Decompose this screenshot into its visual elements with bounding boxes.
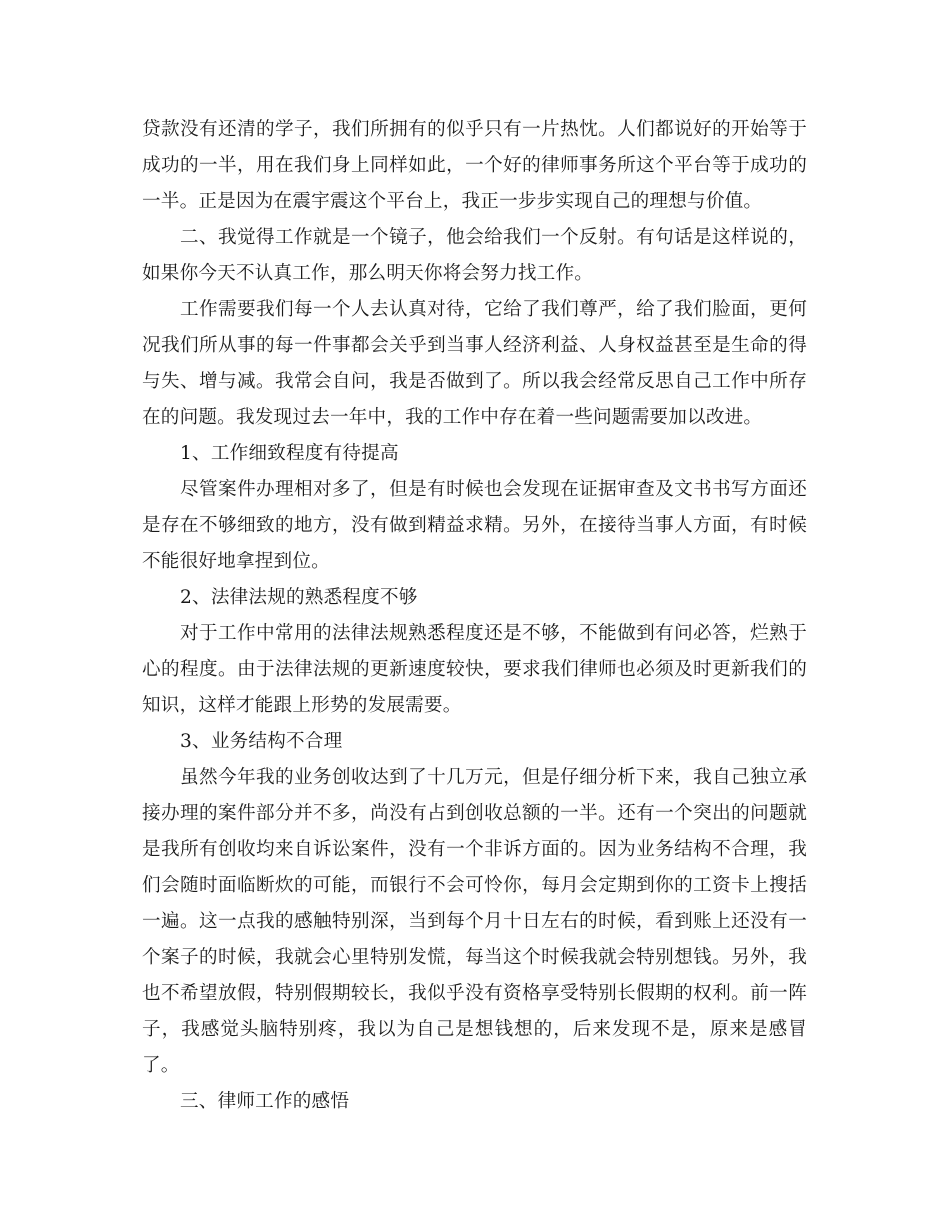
paragraph-section-two: 二、我觉得工作就是一个镜子，他会给我们一个反射。有句话是这样说的，如果你今天不认真工作，那么明天你将会努力找工作。 — [142, 227, 807, 284]
paragraph-continuation: 贷款没有还清的学子，我们所拥有的似乎只有一片热忱。人们都说好的开始等于成功的一半，用在我们身上同样如此，一个好的律师事务所这个平台等于成功的一半。正是因为在震宇震这个平台上，我正一步步实现自己的理想与价值。 — [142, 119, 807, 212]
heading-item-1: 1、工作细致程度有待提高 — [180, 443, 399, 464]
heading-item-2: 2、法律法规的熟悉程度不够 — [180, 587, 418, 608]
paragraph-item-1: 尽管案件办理相对多了，但是有时候也会发现在证据审查及文书书写方面还是存在不够细致的地方，没有做到精益求精。另外，在接待当事人方面，有时候不能很好地拿捏到位。 — [142, 479, 807, 572]
paragraph-work-attitude: 工作需要我们每一个人去认真对待，它给了我们尊严，给了我们脸面，更何况我们所从事的每一件事都会关乎到当事人经济利益、人身权益甚至是生命的得与失、增与减。我常会自问，我是否做到了。所以我会经常反思自己工作中所存在的问题。我发现过去一年中，我的工作中存在着一些问题需要加以改进。 — [142, 299, 807, 428]
heading-item-3: 3、业务结构不合理 — [180, 731, 343, 752]
heading-section-three: 三、律师工作的感悟 — [180, 1091, 350, 1112]
paragraph-item-2: 对于工作中常用的法律法规熟悉程度还是不够，不能做到有问必答，烂熟于心的程度。由于法律法规的更新速度较快，要求我们律师也必须及时更新我们的知识，这样才能跟上形势的发展需要。 — [142, 623, 807, 716]
document-body — [142, 112, 807, 1120]
paragraph-item-3: 虽然今年我的业务创收达到了十几万元，但是仔细分析下来，我自己独立承接办理的案件部分并不多，尚没有占到创收总额的一半。还有一个突出的问题就是我所有创收均来自诉讼案件，没有一个非诉方面的。因为业务结构不合理，我们会随时面临断炊的可能，而银行不会可怜你，每月会定期到你的工资卡上搜括一遍。这一点我的感触特别深，当到每个月十日左右的时候，看到账上还没有一个案子的时候，我就会心里特别发慌，每当这个时候我就会特别想钱。另外，我也不希望放假，特别假期较长，我似乎没有资格享受特别长假期的权利。前一阵子，我感觉头脑特别疼，我以为自己是想钱想的，后来发现不是，原来是感冒了。 — [142, 767, 807, 1076]
